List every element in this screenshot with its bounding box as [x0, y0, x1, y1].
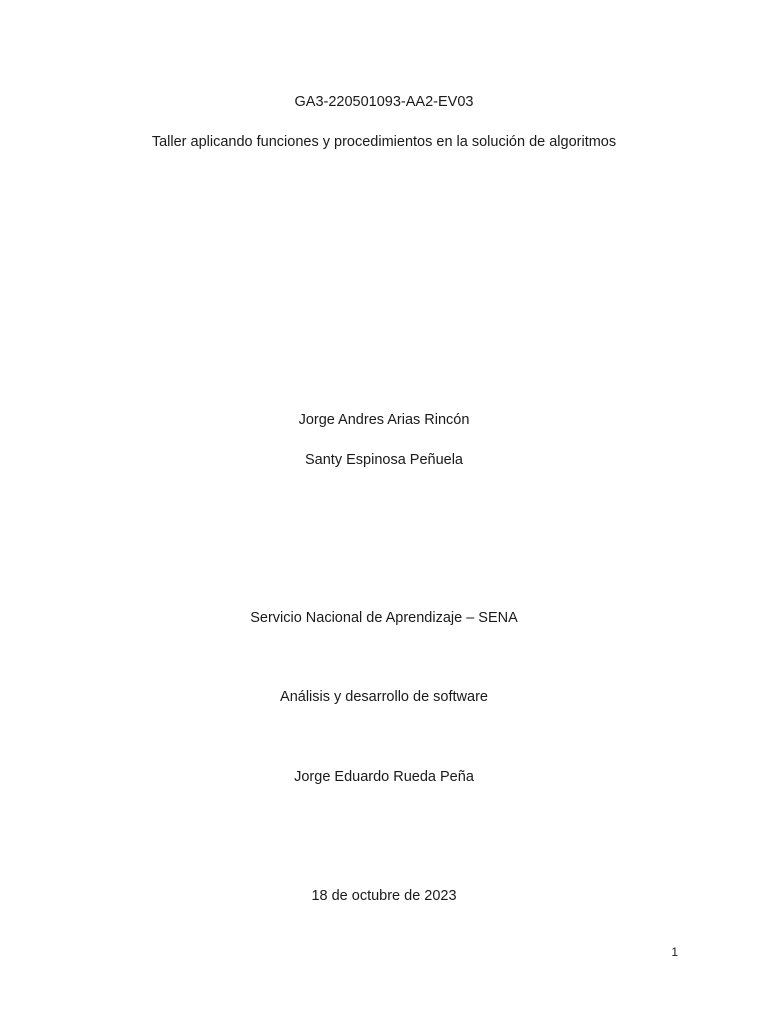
author-name: Santy Espinosa Peñuela [305, 452, 463, 468]
institution-name: Servicio Nacional de Aprendizaje – SENA [250, 610, 518, 626]
page-number: 1 [671, 945, 678, 959]
program-name: Análisis y desarrollo de software [280, 689, 488, 705]
instructor-name: Jorge Eduardo Rueda Peña [294, 769, 474, 785]
document-date: 18 de octubre de 2023 [311, 888, 457, 904]
document-code: GA3-220501093-AA2-EV03 [294, 94, 474, 110]
document-title: Taller aplicando funciones y procedimientos en la solución de algoritmos [151, 134, 617, 150]
author-name: Jorge Andres Arias Rincón [298, 412, 470, 428]
